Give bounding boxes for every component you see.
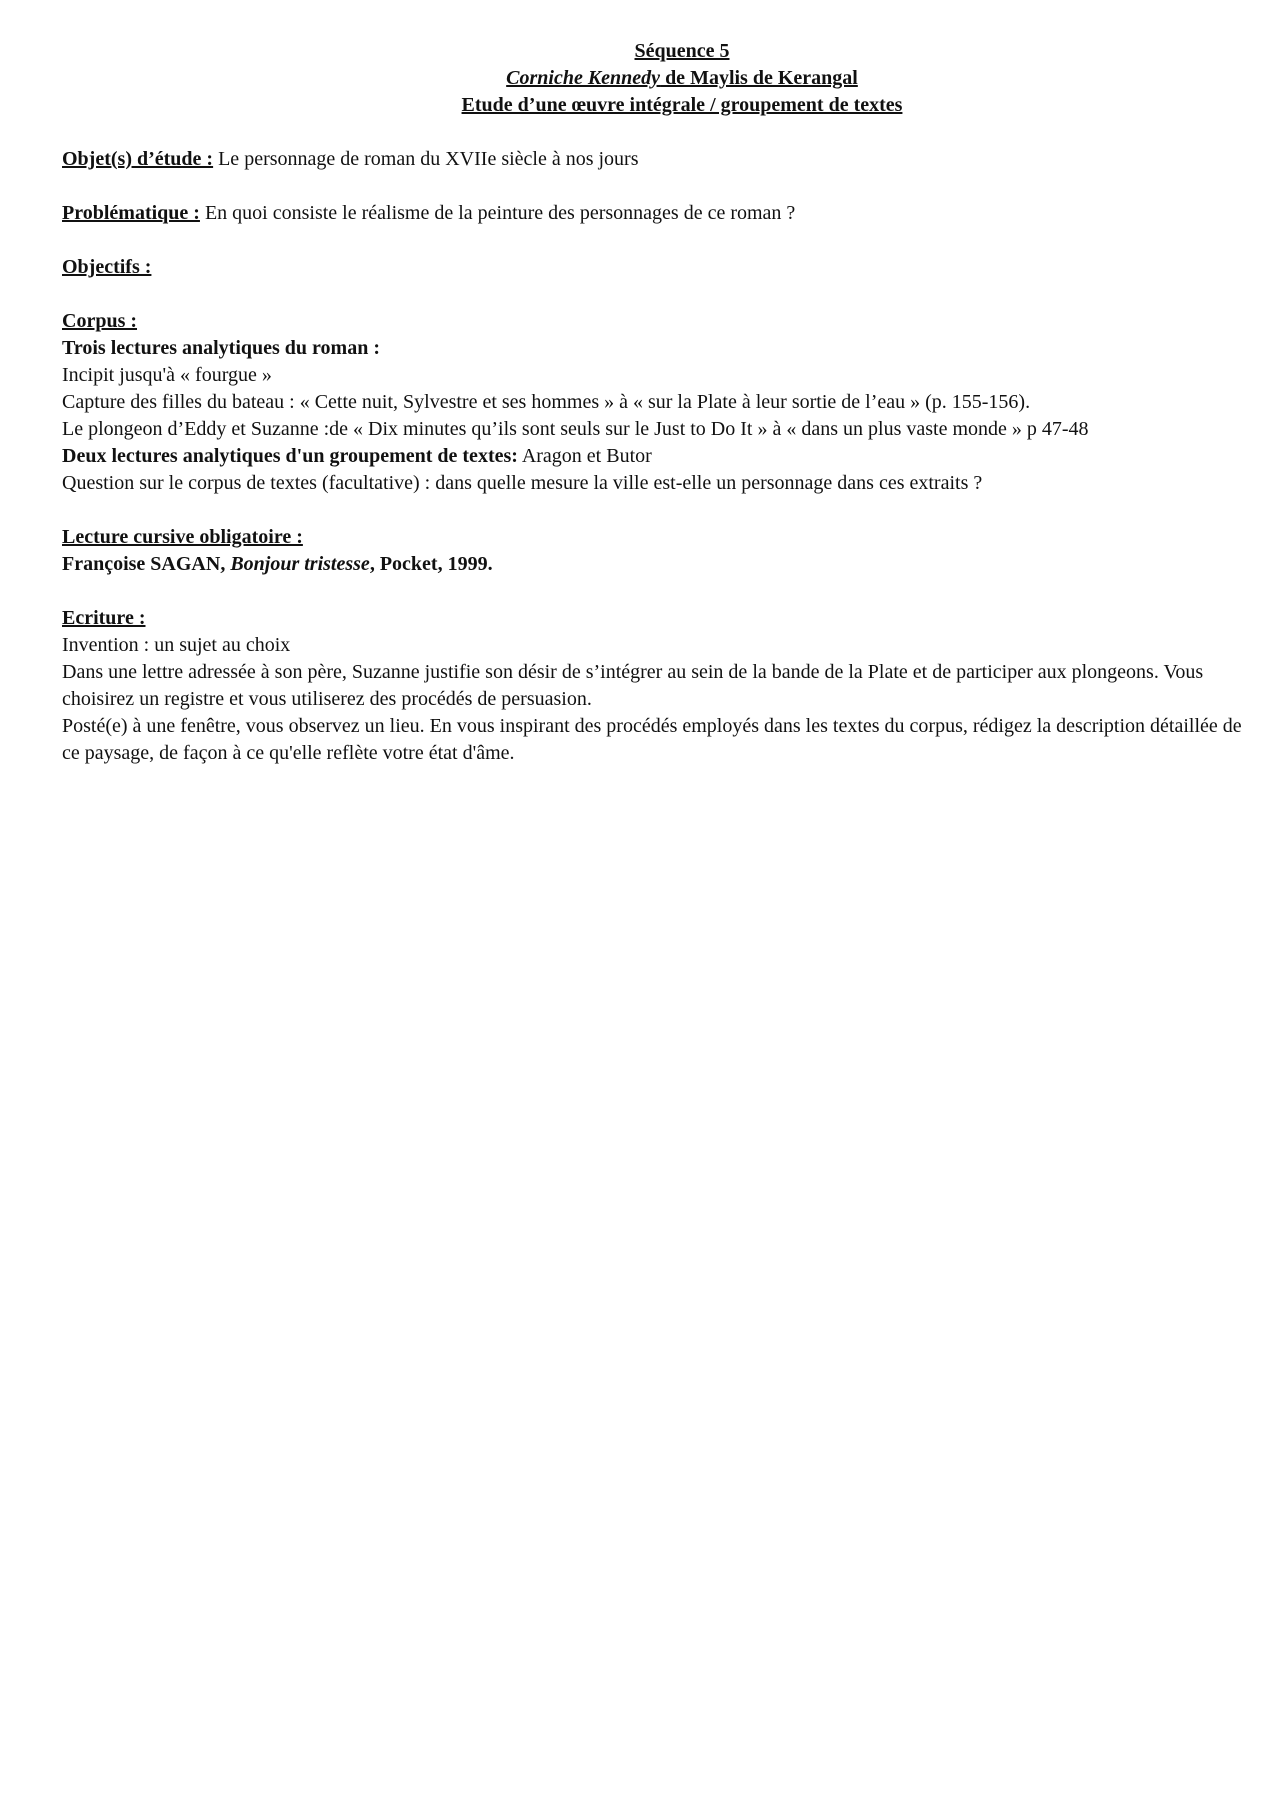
lecture-cursive-title: Bonjour tristesse — [230, 553, 370, 575]
ecriture-line-3: Posté(e) à une fenêtre, vous observez un lieu. En vous inspirant des procédés employés dans les textes du corpus, rédigez la description détaillée de ce paysage, de façon à ce qu'elle reflète votre état d'âme. — [62, 715, 1242, 764]
spacer — [62, 227, 1242, 254]
spacer — [62, 578, 1242, 605]
problematique-text: En quoi consiste le réalisme de la peinture des personnages de ce roman ? — [199, 202, 796, 224]
objectifs-section — [62, 254, 1242, 281]
spacer — [62, 497, 1242, 524]
corpus-question: Question sur le corpus de textes (facultative) : dans quelle mesure la ville est-elle un personnage dans ces extraits ? — [62, 472, 983, 494]
lecture-cursive-section — [62, 524, 1242, 578]
ecriture-section — [62, 605, 1242, 767]
work-title-author: de Maylis de Kerangal — [660, 67, 858, 89]
document-header — [62, 38, 1242, 119]
lecture-cursive-author: Françoise SAGAN, — [62, 553, 231, 575]
ecriture-label: Ecriture : — [62, 607, 146, 629]
document-content — [62, 38, 1242, 767]
groupement-line — [62, 443, 1242, 470]
lecture-cursive-book — [62, 551, 1242, 578]
work-title-italic: Corniche Kennedy — [506, 67, 661, 89]
lectures-title: Trois lectures analytiques du roman : — [62, 337, 380, 359]
corpus-label: Corpus : — [62, 310, 138, 332]
problematique-section — [62, 200, 1242, 227]
corpus-section — [62, 308, 1242, 497]
problematique-label: Problématique : — [62, 202, 200, 224]
groupement-text: Aragon et Butor — [517, 445, 652, 467]
spacer — [62, 173, 1242, 200]
objectifs-label: Objectifs : — [62, 256, 152, 278]
objets-text: Le personnage de roman du XVIIe siècle à nos jours — [213, 148, 639, 170]
objets-label: Objet(s) d’étude : — [62, 148, 214, 170]
groupement-title: Deux lectures analytiques d'un groupement de textes: — [62, 445, 518, 467]
spacer — [62, 281, 1242, 308]
study-subtitle: Etude d’une œuvre intégrale / groupement de textes — [461, 94, 903, 116]
ecriture-line-2: Dans une lettre adressée à son père, Suzanne justifie son désir de s’intégrer au sein de la bande de la Plate et de participer aux plongeons. Vous choisirez un registre et vous utiliserez des procédés de persuasion. — [62, 661, 1204, 710]
lecture-item-2: Capture des filles du bateau : « Cette nuit, Sylvestre et ses hommes » à « sur la Plate à leur sortie de l’eau » (p. 155-156). — [62, 391, 1031, 413]
lecture-cursive-label: Lecture cursive obligatoire : — [62, 526, 303, 548]
sequence-title — [122, 38, 1242, 65]
sequence-number: Séquence 5 — [634, 40, 730, 62]
work-title — [122, 65, 1242, 92]
ecriture-line-1: Invention : un sujet au choix — [62, 634, 291, 656]
lecture-item-3: Le plongeon d’Eddy et Suzanne :de « Dix minutes qu’ils sont seuls sur le Just to Do It » à « dans un plus vaste monde » p 47-48 — [62, 418, 1089, 440]
objets-section — [62, 146, 1242, 173]
spacer — [62, 119, 1242, 146]
lecture-item-1: Incipit jusqu'à « fourgue » — [62, 364, 272, 386]
lecture-cursive-publisher: , Pocket, 1999. — [369, 553, 493, 575]
